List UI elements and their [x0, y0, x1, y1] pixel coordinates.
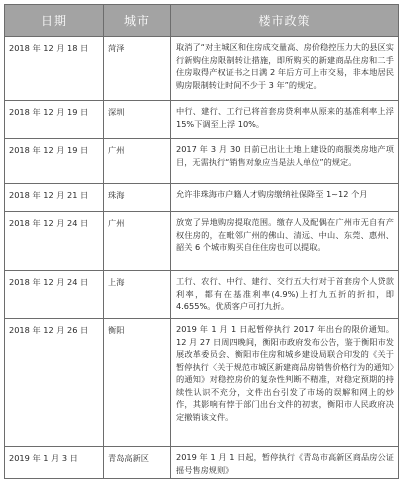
policy-cell: 2017 年 3 月 30 日前已出让土地上建设的商服类房地产项目，无需执行“销售对象应当是法人单位”的规定。: [171, 139, 399, 184]
date-cell: 2018 年 12 月 19 日: [5, 139, 104, 184]
date-cell: 2019 年 1 月 3 日: [5, 447, 104, 479]
city-cell: 菏泽: [104, 37, 171, 101]
header-row: [5, 5, 399, 37]
city-cell: 珠海: [104, 184, 171, 212]
table-row: [5, 184, 399, 212]
city-cell: 深圳: [104, 101, 171, 139]
header-policy: 楼市政策: [171, 5, 399, 37]
date-cell: 2018 年 12 月 24 日: [5, 271, 104, 319]
date-cell: 2018 年 12 月 26 日: [5, 319, 104, 447]
policy-cell: 放宽了异地购房提取范围。缴存人及配偶在广州市无自有产权住房的，在毗邻广州的佛山、清远、中山、东莞、惠州、韶关 6 个城市购买自住住房也可以提取。: [171, 212, 399, 271]
city-cell: 衡阳: [104, 319, 171, 447]
date-cell: 2018 年 12 月 24 日: [5, 212, 104, 271]
city-cell: 广州: [104, 212, 171, 271]
policy-cell: 允许非珠海市户籍人才购房缴纳社保降至 1~12 个月: [171, 184, 399, 212]
header-date: 日期: [5, 5, 104, 37]
table-row: [5, 101, 399, 139]
policy-cell: 2019 年 1 月 1 日起，暂停执行《青岛市高新区商品房公证摇号售房规则》: [171, 447, 399, 479]
policy-table: [4, 4, 399, 479]
table-row: [5, 319, 399, 447]
policy-cell: 工行、农行、中行、建行、交行五大行对于首套房个人贷款利率，都有在基准利率(4.9%)上打九五折的折扣，即 4.655%。优质客户可打九折。: [171, 271, 399, 319]
date-cell: 2018 年 12 月 18 日: [5, 37, 104, 101]
policy-cell: 2019 年 1 月 1 日起暂停执行 2017 年出台的限价通知。12 月 27 日周四晚间，衡阳市政府发布公告，鉴于衡阳市发展改革委员会、衡阳市住房和城乡建设局联合印发的《关于暂停执行〈关于规范市城区新建商品房销售价格行为的通知〉的通知》对稳控房价的复杂性判断不精准，对稳定预期的持续性认识不充分，文件出台引发了市场的误解和网上的炒作，其影响有悖于部门出台文件的初衷，衡阳市人民政府决定撤销该文件。: [171, 319, 399, 447]
city-cell: 上海: [104, 271, 171, 319]
table-row: [5, 139, 399, 184]
city-cell: 青岛高新区: [104, 447, 171, 479]
date-cell: 2018 年 12 月 19 日: [5, 101, 104, 139]
table-row: [5, 447, 399, 479]
table-row: [5, 271, 399, 319]
city-cell: 广州: [104, 139, 171, 184]
policy-cell: 取消了“对主城区和住房成交量高、房价稳控压力大的县区实行新购住房限制转让措施，即所购买的新建商品住房和二手住房取得产权证书之日满 2 年后方可上市交易，非本地居民购房限制转让时间不少于 3 年”的规定。: [171, 37, 399, 101]
header-city: 城市: [104, 5, 171, 37]
date-cell: 2018 年 12 月 21 日: [5, 184, 104, 212]
policy-cell: 中行、建行、工行已将首套房贷利率从原来的基准利率上浮 15%下调至上浮 10%。: [171, 101, 399, 139]
table-row: [5, 212, 399, 271]
table-row: [5, 37, 399, 101]
